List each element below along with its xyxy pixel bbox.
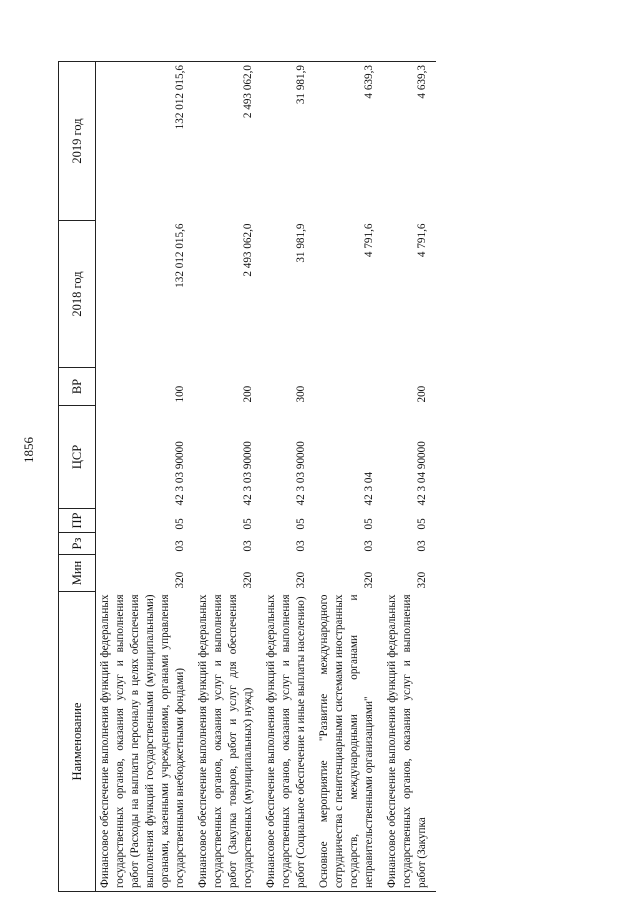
row-2018: 132 012 015,6	[174, 223, 186, 288]
row-rz: 03	[242, 540, 254, 552]
row-csr: 42 3 04 90000	[416, 441, 428, 506]
row-name: Финансовое обеспечение выполнения функций федеральных государственных органов, оказания услуг и выполнения работ (Социальное обеспечение и иные выплаты населению)	[262, 592, 315, 892]
row-min: 320	[242, 571, 254, 589]
row-vr: 100	[174, 385, 186, 403]
row-min: 320	[174, 571, 186, 589]
row-csr: 42 3 04	[363, 471, 375, 506]
row-min: 320	[295, 571, 307, 589]
table-row	[96, 62, 195, 892]
table-header-row	[59, 62, 96, 892]
row-name: Финансовое обеспечение выполнения функций федеральных государственных органов, оказания услуг и выполнения работ (Закупка товаров, работ и услуг для обеспечения государственных (муниципальных) нужд)	[194, 592, 262, 892]
row-name: Финансовое обеспечение выполнения функций федеральных государственных органов, оказания услуг и выполнения работ (Расходы на выплаты персоналу в целях обеспечения выполнения функций государственными (муниципальными) органами, казенными учреждениями, органами управления государственными внебюджетными фондами)	[96, 592, 195, 892]
row-vr: 300	[295, 385, 307, 403]
row-csr: 42 3 03 90000	[295, 441, 307, 506]
row-csr: 42 3 03 90000	[242, 441, 254, 506]
table-row	[194, 62, 262, 892]
budget-table	[58, 61, 436, 892]
row-csr: 42 3 03 90000	[174, 441, 186, 506]
header-pr: ПР	[59, 509, 96, 533]
row-vr	[315, 368, 383, 406]
header-name: Наименование	[59, 592, 96, 892]
row-pr: 05	[174, 518, 186, 530]
header-2018: 2018 год	[59, 221, 96, 368]
table-row	[315, 62, 383, 892]
header-rz: Рз	[59, 533, 96, 555]
row-vr: 200	[416, 385, 428, 403]
row-min: 320	[363, 571, 375, 589]
row-2019: 2 493 062,0	[194, 62, 262, 221]
row-pr: 05	[242, 518, 254, 530]
row-2018: 4 791,6	[416, 223, 428, 258]
row-pr: 05	[416, 518, 428, 530]
table-row	[262, 62, 315, 892]
row-2019: 132 012 015,6	[96, 62, 195, 221]
header-2019: 2019 год	[59, 62, 96, 221]
row-rz: 03	[416, 540, 428, 552]
row-pr: 05	[295, 518, 307, 530]
header-vr: ВР	[59, 368, 96, 406]
row-2018: 2 493 062,0	[242, 223, 254, 277]
row-name: Основное мероприятие "Развитие международного сотрудничества с пенитенциарными системами иностранных государств, международными органами и неправительственными организациями"	[315, 592, 383, 892]
table-row	[383, 62, 436, 892]
row-vr: 200	[242, 385, 254, 403]
row-2019: 4 639,3	[315, 62, 383, 221]
header-min: Мин	[59, 555, 96, 592]
row-rz: 03	[363, 540, 375, 552]
row-min: 320	[416, 571, 428, 589]
row-rz: 03	[174, 540, 186, 552]
row-pr: 05	[363, 518, 375, 530]
row-2018: 4 791,6	[363, 223, 375, 258]
row-2019: 31 981,9	[262, 62, 315, 221]
row-name: Финансовое обеспечение выполнения функций федеральных государственных органов, оказания услуг и выполнения работ (Закупка	[383, 592, 436, 892]
page-number: 1856	[21, 437, 36, 463]
row-2019: 4 639,3	[383, 62, 436, 221]
header-csr: ЦСР	[59, 406, 96, 509]
budget-table-sheet	[58, 62, 603, 892]
row-rz: 03	[295, 540, 307, 552]
row-2018: 31 981,9	[295, 223, 307, 263]
